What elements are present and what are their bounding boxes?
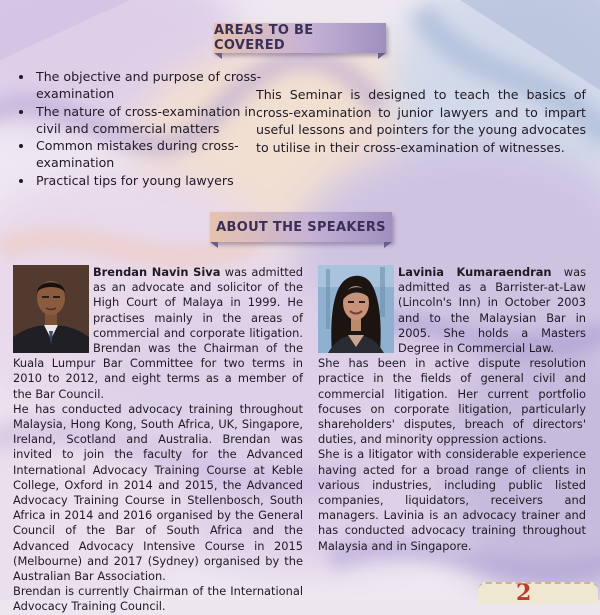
seminar-description: This Seminar is designed to teach the basics of cross-examination to junior lawyers and to impart useful lessons and pointers for the young advocates to utilise in their cross-examination of witnesses. xyxy=(256,87,587,155)
topic-item: • The objective and purpose of cross-examination xyxy=(34,68,270,103)
page-number-tab xyxy=(478,582,598,604)
topics-list xyxy=(14,68,270,189)
speaker-bio-paragraph: She has been in active dispute resolution practice in the fields of general civil and commercial litigation. Her current portfolio focuses on corporate litigation, particularly shareholders' disputes, breach of directors' duties, and minority oppression actions. xyxy=(318,356,586,447)
speakers-section-title: ABOUT THE SPEAKERS xyxy=(216,219,386,235)
speaker-bio-paragraph: Brendan is currently Chairman of the International Advocacy Training Council. xyxy=(13,584,303,614)
speakers-section-banner xyxy=(210,212,392,242)
topic-item: • The nature of cross-examination in civil and commercial matters xyxy=(34,103,270,138)
areas-section-banner xyxy=(214,23,386,53)
speaker-name: Lavinia Kumaraendran xyxy=(398,265,552,279)
areas-section-title: AREAS TO BE COVERED xyxy=(214,23,314,53)
portrait-male-icon xyxy=(13,265,89,353)
speaker-bio-intro: was admitted as a Barrister-at-Law (Lincoln's Inn) in October 2003 and to the Malaysian Bar in 2005. She holds a Masters Degree in Commercial Law. xyxy=(398,265,586,356)
topic-item: • Practical tips for young lawyers xyxy=(34,172,270,189)
speaker-photo-brendan xyxy=(13,265,93,354)
speaker-bio-lavinia xyxy=(318,265,586,554)
portrait-female-icon xyxy=(318,265,394,353)
page-number: 2 xyxy=(516,580,532,606)
speaker-name: Brendan Navin Siva xyxy=(93,265,221,279)
speaker-bio-brendan xyxy=(13,265,303,615)
speaker-bio-intro: was admitted as an advocate and solicitor of the High Court of Malaya in 1999. He practises mainly in the areas of commercial and corporate litigation. Brendan was the Chairman of the Kuala Lumpur Bar Committee for two terms in 2010 to 2012, and eight terms as a member of the Bar Council. xyxy=(13,265,303,401)
speaker-bio-paragraph: He has conducted advocacy training throughout Malaysia, Hong Kong, South Africa, UK, Singapore, Ireland, Scotland and Australia. Brendan was invited to join the faculty for the Advanced International Advocacy Training Course at Keble College, Oxford in 2014 and 2015, the Advanced Advocacy Training Course in Stellenbosch, South Africa in 2014 and 2016 organised by the General Council of the Bar of South Africa and the Advanced Advocacy Intensive Course in 2015 (Melbourne) and 2017 (Sydney) organised by the Australian Bar Association. xyxy=(13,401,303,584)
speaker-bio-paragraph: She is a litigator with considerable experience having acted for a broad range of clients in various industries, including public listed companies, liquidators, receivers and managers. Lavinia is an advocacy trainer and has conducted advocacy training throughout Malaysia and in Singapore. xyxy=(318,447,586,553)
speaker-photo-lavinia xyxy=(318,265,398,354)
topic-item: • Common mistakes during cross-examination xyxy=(34,137,270,172)
